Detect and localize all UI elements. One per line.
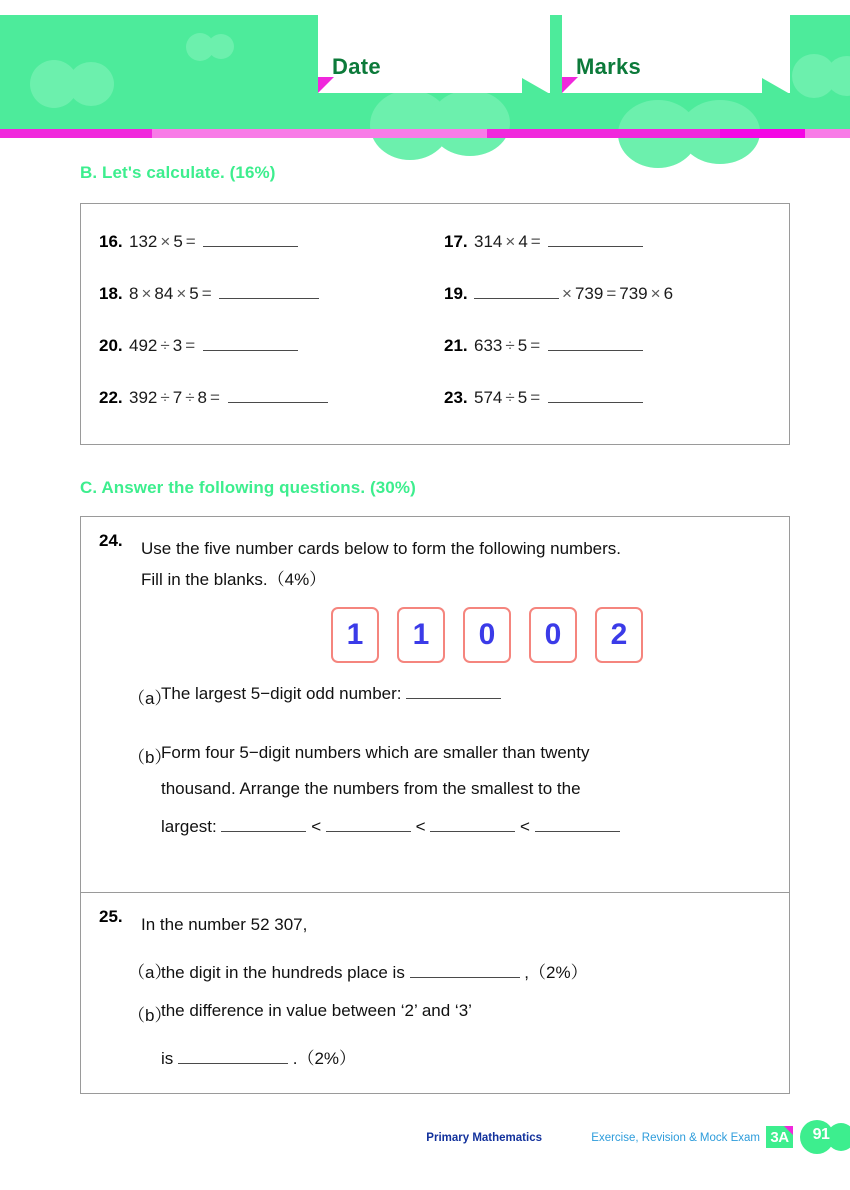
answer-blank[interactable]: [410, 977, 520, 978]
answer-blank[interactable]: [219, 298, 319, 299]
operand-a: 132: [129, 232, 158, 251]
operand-a: 492: [129, 336, 158, 355]
question-24b-label: （b）: [128, 748, 172, 767]
calc-row-16: [99, 232, 298, 252]
question-25a-label: （a）: [128, 963, 172, 982]
question-number: 20.: [99, 336, 123, 355]
operand-a: 8: [129, 284, 139, 303]
question-25b-marks: .（2%）: [292, 1049, 357, 1068]
answer-blank[interactable]: [326, 831, 411, 832]
answer-blank[interactable]: [406, 698, 501, 699]
answer-blank[interactable]: [228, 402, 328, 403]
operand-b: 3: [172, 336, 183, 355]
date-label: Date: [332, 54, 381, 79]
operator-icon: ÷: [505, 336, 515, 355]
operand-b: 739: [574, 284, 604, 303]
badge-corner-triangle-icon: [784, 1126, 793, 1135]
equals-icon: =: [530, 336, 541, 355]
calc-row-17: [444, 232, 643, 252]
question-24a-text: [161, 684, 501, 704]
operand-a: 633: [474, 336, 503, 355]
operand-a: 314: [474, 232, 503, 251]
operand-a: 574: [474, 388, 503, 407]
marks-panel-slant: [762, 78, 790, 94]
operand-b: 84: [154, 284, 174, 303]
question-25b-label: （b）: [128, 1006, 172, 1025]
operator-icon: ×: [562, 284, 572, 303]
operator-icon: ÷: [160, 336, 170, 355]
question-number: 16.: [99, 232, 123, 251]
equals-icon: =: [201, 284, 212, 303]
question-25a-marks: ,（2%）: [524, 963, 588, 982]
equals-icon: =: [606, 284, 617, 303]
question-25b-line2: [161, 1044, 356, 1069]
question-number: 21.: [444, 336, 468, 355]
answer-question-box: [80, 516, 790, 1094]
question-24b-prefix: largest:: [161, 817, 217, 836]
answer-blank[interactable]: [203, 350, 298, 351]
question-number: 23.: [444, 388, 468, 407]
question-number: 18.: [99, 284, 123, 303]
operand-b: 5: [173, 232, 183, 251]
section-c-heading: C. Answer the following questions. (30%): [80, 478, 416, 497]
equals-icon: =: [530, 388, 541, 407]
tail-operand-b: 6: [663, 284, 674, 303]
question-24a-prompt: The largest 5−digit odd number:: [161, 684, 402, 703]
decorative-peanut-far-right: [792, 54, 850, 98]
less-than-icon: <: [520, 817, 530, 836]
date-panel-slant: [522, 78, 550, 94]
calc-row-20: [99, 336, 298, 356]
question-24b-line2: thousand. Arrange the numbers from the smallest to the: [161, 779, 581, 798]
operand-a: 392: [129, 388, 158, 407]
page-number: 91: [812, 1126, 830, 1143]
calculation-question-box: [80, 203, 790, 445]
tail-operand-a: 739: [619, 284, 648, 303]
header-stripe-segment: [152, 129, 487, 138]
question-number: 17.: [444, 232, 468, 251]
header-stripe-segment: [720, 129, 805, 138]
number-card[interactable]: 2: [595, 607, 643, 663]
operand-b: 4: [518, 232, 528, 251]
calc-row-22: [99, 388, 328, 408]
page-header: [0, 0, 850, 142]
question-25-line1: In the number 52 307,: [141, 915, 308, 934]
number-card[interactable]: 1: [331, 607, 379, 663]
operator-icon: ÷: [185, 388, 195, 407]
question-24-number: 24.: [99, 531, 123, 550]
question-25b-line1: the difference in value between ‘2’ and ‘3’: [161, 1001, 472, 1020]
operator-icon: ×: [505, 232, 516, 251]
operand-b: 7: [172, 388, 183, 407]
question-24b-line1: Form four 5−digit numbers which are smaller than twenty: [161, 743, 590, 762]
calc-row-21: [444, 336, 643, 356]
less-than-icon: <: [311, 817, 322, 836]
answer-blank[interactable]: [535, 831, 620, 832]
question-24b-line3: [161, 817, 620, 837]
header-stripe-segment: [487, 129, 720, 138]
question-number: 22.: [99, 388, 123, 407]
calc-row-23: [444, 388, 643, 408]
question-25b-prefix: is: [161, 1049, 174, 1068]
less-than-icon: <: [415, 817, 426, 836]
operand-c: 8: [197, 388, 207, 407]
number-card[interactable]: 0: [529, 607, 577, 663]
question-divider: [81, 892, 789, 893]
operator-icon: ×: [141, 284, 152, 303]
operator-icon: ÷: [160, 388, 170, 407]
footer-title: Primary Mathematics: [426, 1132, 542, 1144]
question-24-line2: Fill in the blanks.（4%）: [141, 570, 327, 589]
decorative-peanut-left: [30, 60, 150, 108]
question-24a-label: （a）: [128, 689, 172, 708]
answer-blank[interactable]: [430, 831, 515, 832]
number-cards-group: [331, 607, 643, 663]
book-level-badge: 3A: [766, 1126, 793, 1148]
question-24-line1: Use the five number cards below to form the following numbers.: [141, 539, 622, 558]
question-number: 19.: [444, 284, 468, 303]
question-25a-text: [161, 958, 588, 983]
equals-icon: =: [185, 336, 196, 355]
equals-icon: =: [530, 232, 541, 251]
equals-icon: =: [210, 388, 220, 407]
answer-blank[interactable]: [203, 246, 298, 247]
answer-blank[interactable]: [548, 246, 643, 247]
number-card[interactable]: 1: [397, 607, 445, 663]
operand-c: 5: [189, 284, 199, 303]
marks-label: Marks: [576, 54, 642, 79]
operator-icon: ×: [650, 284, 661, 303]
footer-subtitle: Exercise, Revision & Mock Exam: [591, 1132, 760, 1144]
answer-blank[interactable]: [178, 1063, 288, 1064]
section-b-heading: B. Let's calculate. (16%): [80, 163, 276, 182]
number-card[interactable]: 0: [463, 607, 511, 663]
calc-row-19: [444, 284, 673, 304]
operand-b: 5: [517, 388, 528, 407]
decorative-peanut-center: [370, 90, 540, 150]
page-footer: [0, 1125, 850, 1165]
header-stripe-segment: [0, 129, 152, 138]
operator-icon: ÷: [505, 388, 515, 407]
operand-b: 5: [517, 336, 528, 355]
answer-blank[interactable]: [221, 831, 306, 832]
answer-blank[interactable]: [548, 402, 643, 403]
equals-icon: =: [185, 232, 196, 251]
answer-blank[interactable]: [548, 350, 643, 351]
answer-blank[interactable]: [474, 298, 559, 299]
operator-icon: ×: [160, 232, 171, 251]
operator-icon: ×: [176, 284, 187, 303]
decorative-peanut-small-top: [186, 33, 256, 61]
question-25-number: 25.: [99, 907, 123, 926]
question-25a-prompt: the digit in the hundreds place is: [161, 963, 405, 982]
header-stripe-segment: [805, 129, 850, 138]
calc-row-18: [99, 284, 319, 304]
